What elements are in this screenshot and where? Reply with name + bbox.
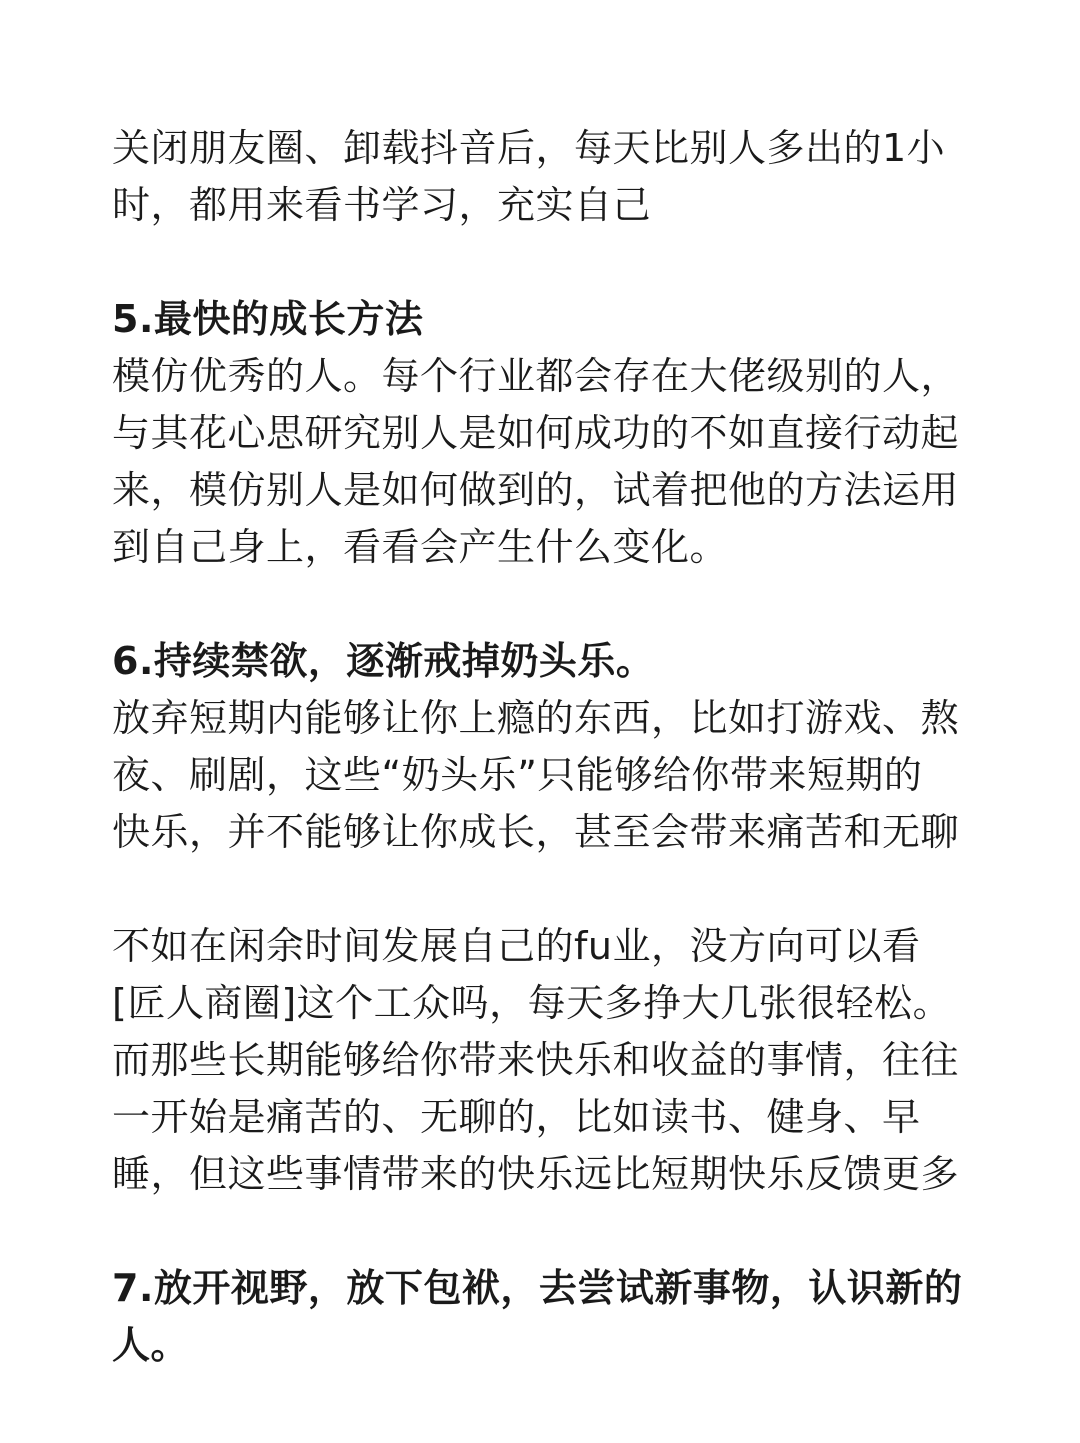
body-line: 时，都用来看书学习，充实自己 — [112, 183, 652, 227]
section-heading: 6.持续禁欲，逐渐戒掉奶头乐。 — [112, 639, 655, 683]
body-line: 模仿优秀的人。每个行业都会存在大佬级别的人， — [112, 354, 960, 398]
body-line: 放弃短期内能够让你上瘾的东西，比如打游戏、熬 — [112, 696, 960, 740]
paragraph-gap — [112, 1203, 968, 1260]
body-line: [匠人商圈]这个工众吗，每天多挣大几张很轻松。 — [112, 981, 952, 1025]
section-5 — [112, 291, 968, 576]
section-heading: 人。 — [112, 1323, 190, 1367]
body-line: 来，模仿别人是如何做到的，试着把他的方法运用 — [112, 468, 960, 512]
body-line: 夜、刷剧，这些“奶头乐”只能够给你带来短期的 — [112, 753, 923, 797]
paragraph-gap — [112, 576, 968, 633]
body-line: 而那些长期能够给你带来快乐和收益的事情，往往 — [112, 1038, 960, 1082]
body-line: 到自己身上，看看会产生什么变化。 — [112, 525, 729, 569]
body-line: 与其花心思研究别人是如何成功的不如直接行动起 — [112, 411, 960, 455]
section-6 — [112, 633, 968, 1203]
paragraph-gap — [112, 234, 968, 291]
body-line: 快乐，并不能够让你成长，甚至会带来痛苦和无聊 — [112, 810, 960, 854]
intro-paragraph — [112, 120, 968, 234]
body-line: 不如在闲余时间发展自己的fu业，没方向可以看 — [112, 924, 921, 968]
body-line: 关闭朋友圈、卸载抖音后，每天比别人多出的1小 — [112, 126, 946, 170]
paragraph-gap — [112, 861, 968, 918]
section-7 — [112, 1260, 968, 1374]
body-line: 睡，但这些事情带来的快乐远比短期快乐反馈更多 — [112, 1152, 960, 1196]
section-heading: 5.最快的成长方法 — [112, 297, 424, 341]
body-line: 一开始是痛苦的、无聊的，比如读书、健身、早 — [112, 1095, 921, 1139]
section-heading: 7.放开视野，放下包袱，去尝试新事物，认识新的 — [112, 1266, 963, 1310]
